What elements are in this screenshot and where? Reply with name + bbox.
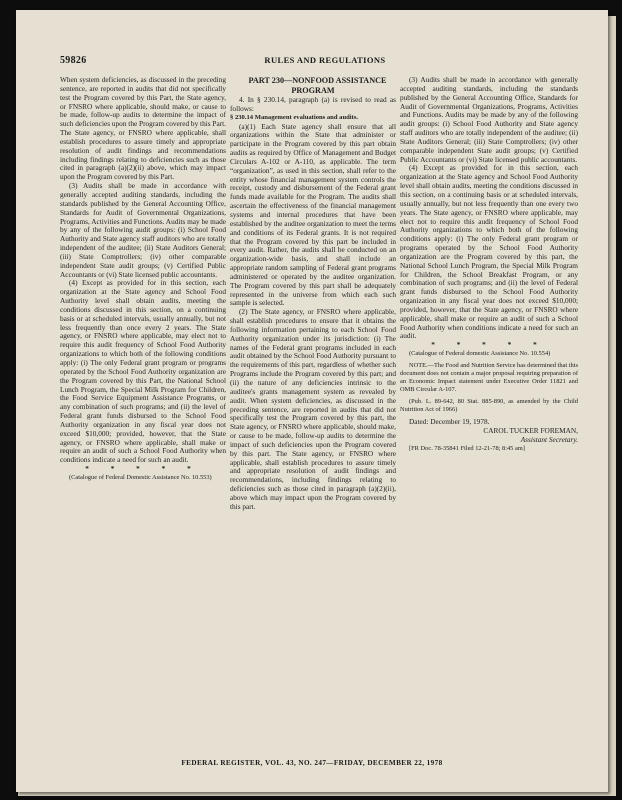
paragraph: (4) Except as provided for in this section, each organization at the State agency and School Food Authority level shall obtain audits, meeting the conditions discussed in this section, on a continuing basis or at scheduled intervals, usually annually, but not less frequently than once every 2 years. The State agency, or FNSRO where applicable, may elect not to require this audit frequency of School Food Authority organizations to which both of the following conditions apply: (i) The only Federal grant program or programs operated by the School Food Authority organization are the Program covered by this Part, the National School Lunch Program, the Special Milk Program for Children, the Food Service Equipment Assistance Programs, or any combination of such programs; and (ii) the level of Federal grant funds disbursed to the School Food Authority organization in any fiscal year does not exceed $10,000; provided, however, that the State agency, or FNSRO where applicable, shall make or require an audit of such a School Food Authority when conditions indicate a need for such an audit. bbox=[60, 278, 226, 465]
catalog-reference: (Catalogue of Federal domestic Assistance No. 10.554) bbox=[409, 350, 551, 358]
paragraph: (3) Audits shall be made in accordance with generally accepted auditing standards, including the standards published by the General Accounting Office, Standards for Audit of Governmental Organizations, Programs, Activities and Functions. Audits may be made by any of the following audit groups: (i) School Food Authority and State agency staff auditors who are totally independent of the auditee; (ii) State Auditors General; (iii) State Comptrollers; (iv) other comparable independent State audit groups; (v) Certified Public Accountants or (vi) State licensed public accountants. bbox=[400, 75, 578, 164]
signer-title: Assistant Secretary. bbox=[520, 434, 578, 444]
dated-line: Dated: December 19, 1978. bbox=[409, 417, 490, 427]
paragraph: (3) Audits shall be made in accordance with generally accepted auditing standards, including the standards published by the General Accounting Office, Standards for Audit of Governmental Organizations, Programs, Activities and Functions. Audits may be made by any of the following audit groups: (i) School Food Authority and State agency staff auditors who are totally independent of the auditee; (ii) State Auditors General; (iii) State Comptrollers; (iv) other comparable independent State audit groups; (v) Certified Public Accountants or (vi) State licensed public accountants. bbox=[60, 181, 226, 279]
page-number: 59826 bbox=[60, 55, 87, 66]
column-2 bbox=[230, 76, 396, 512]
paragraph: (2) The State agency, or FNSRO where applicable, shall establish procedures to ensure that it obtains the following information pertaining to each School Food Authority organization under its jurisdiction: (i) The names of the Federal grant programs included in each audit obtained by the School Food Authority pursuant to the requirements of this part, regardless of whether such Programs include the Program covered by this part; and (ii) the nature of any deficiencies intrinsic to the auditee's grants management system as revealed by audit. When system deficiencies, as discussed in the preceding sentence, are reported in audits that did not specifically test the Program covered by this part, the State agency, or FNSRO where applicable, should make, or cause to be made, follow-up audits to determine the impact of such deficiencies upon the Program covered by this part. The State agency, or FNSRO where applicable, shall establish procedures to assure timely and appropriate resolution of audit findings and recommendations, including findings relating to deficiencies such as those cited in paragraph (a)(2)(ii), above which may impact upon the Program covered by this part. bbox=[230, 307, 396, 511]
section-break: * * * * * bbox=[431, 340, 547, 350]
paragraph: When system deficiencies, as discussed in the preceding sentence, are reported in audits that did not specifically test the Program covered by this Part, the State agency, or FNSRO where applicable, should make, or cause to be made, follow-up audits to determine the impact of such deficiencies upon the Program covered by this Part. The State agency, or FNSRO where applicable, shall establish procedures to assure timely and appropriate resolution of audit findings and recommendations including findings relating to deficiencies such as those cited in paragraph (a)(2)(ii) above, which may impact upon the Program covered by this Part. bbox=[60, 75, 226, 182]
column-1 bbox=[60, 76, 226, 482]
running-title: RULES AND REGULATIONS bbox=[264, 55, 386, 65]
amendment-instruction: 4. In § 230.14, paragraph (a) is revised to read as follows: bbox=[230, 95, 396, 113]
document-page bbox=[16, 10, 608, 792]
authority-citation: (Pub. L. 89-642, 80 Stat. 885-890, as amended by the Child Nutrition Act of 1966) bbox=[400, 398, 578, 414]
paragraph: (4) Except as provided for in this section, each organization at the State agency and School Food Authority level shall obtain audits, meeting the conditions discussed in this section, on a continuing basis or at scheduled intervals, usually annually, but not less frequently than one every two years. The State agency, or FNSRO where applicable, may elect not to require this audit frequency of School Food Authority organizations to which both of the following conditions apply: (i) The only Federal grant program or programs operated by the School Food Authority organization are the Program covered by this part, the National School Lunch Program, the Special Milk Program for Children, the School Breakfast Program, or any combination of such programs; and (ii) the level of Federal grant funds disbursed to the School Food Authority organization in any fiscal year does not exceed $10,000; provided, however, that the State agency, or FNSRO where applicable, shall make or require an audit of such a School Food Authority when conditions indicate a need for such an audit. bbox=[400, 163, 578, 341]
page-footer: FEDERAL REGISTER, VOL. 43, NO. 247—FRIDAY, DECEMBER 22, 1978 bbox=[181, 759, 443, 767]
catalog-reference: (Catalogue of Federal Domestic Assistance No. 10.553) bbox=[69, 473, 212, 481]
paragraph: (a)(1) Each State agency shall ensure that all organizations within the State that administer or participate in the Program covered by this part obtain audits as required by Office of Management and Budget Circulars A-102 or A-110, as applicable. The term “organization”, as used in this section, shall refer to the entity whose financial management system controls the receipt, custody and disbursement of the Federal grant funds made available for the Program. The audits shall ascertain the effectiveness of the financial management systems and internal procedures that have been established by the auditee organization to meet the terms and conditions of its Federal grants. It is not required that the Program covered by this part be included in every audit. Rather, the audits shall be conducted on an organization-wide basis, and shall include an appropriate random sampling of Federal grant programs administered or operated by the auditee organization. The Program covered by this part shall be adequately represented in the universe from which each such sample is selected. bbox=[230, 121, 396, 308]
section-heading: § 230.14 Management evaluations and audits. bbox=[230, 113, 359, 121]
column-3 bbox=[400, 76, 578, 453]
fr-doc-line: [FR Doc. 78-35841 Filed 12-21-78; 8:45 am] bbox=[409, 444, 525, 452]
page-header bbox=[60, 55, 590, 69]
note: NOTE.—The Food and Nutrition Service has determined that this document does not contain a major proposal requiring preparation of an Economic Impact statement under Executive Order 11821 and OMB Circular A-107. bbox=[400, 362, 578, 394]
section-break: * * * * * bbox=[85, 464, 201, 474]
signer-name: CAROL TUCKER FOREMAN, bbox=[483, 426, 578, 435]
part-title: PART 230—NONFOOD ASSISTANCE PROGRAM bbox=[248, 76, 387, 95]
